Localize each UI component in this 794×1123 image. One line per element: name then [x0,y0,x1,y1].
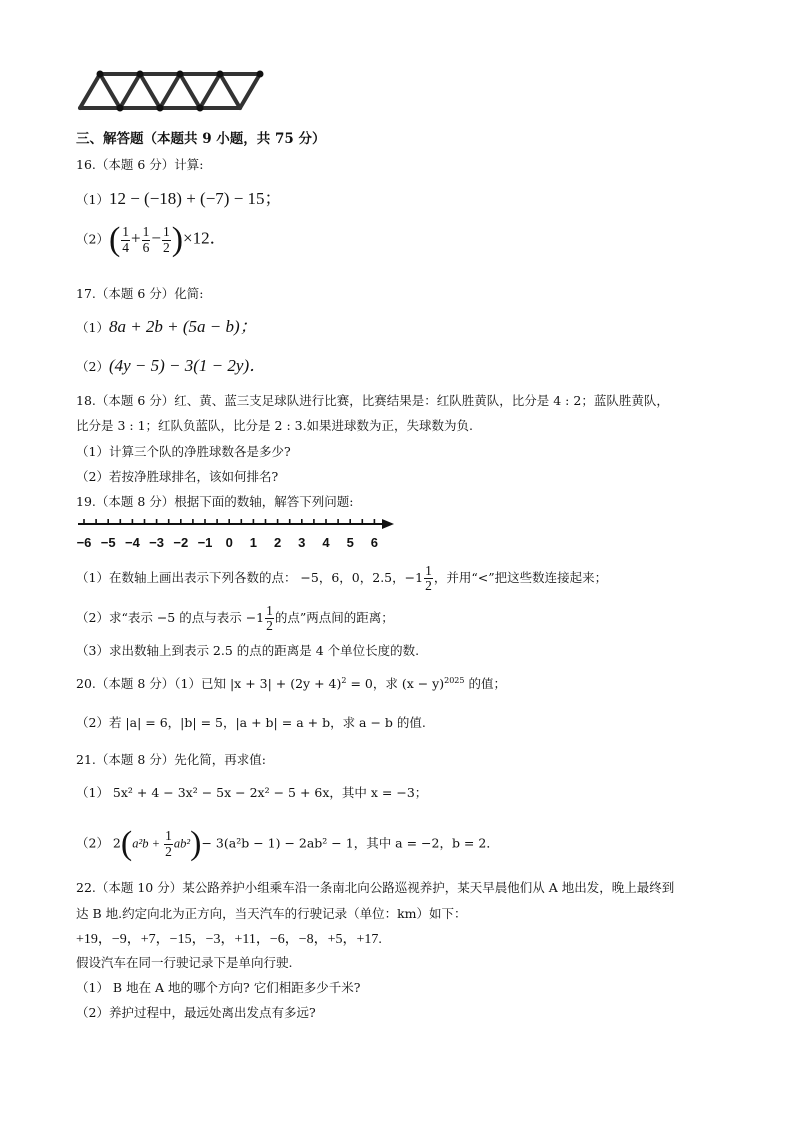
q20-part1: 20.（本题 8 分）（1）已知 $|x + 3| + (2y + 4)^2 = 0$，求 $(x - y)^{2025}$ 的值； [76,675,506,691]
axis-label: 4 [322,535,330,550]
q19-part3: （3）求出数轴上到表示 2.5 的点的距离是 4 个单位长度的数. [76,643,420,658]
axis-label: 5 [346,535,354,550]
q16-frac2: $\frac{1}{6}$ [142,224,150,255]
q19-heading: 19.（本题 8 分）根据下面的数轴，解答下列问题: [76,494,354,509]
axis-label: 1 [249,535,258,550]
q18-line1: 18.（本题 6 分）红、黄、蓝三支足球队进行比赛，比赛结果是：红队胜黄队，比分是 4 : 2；蓝队胜黄队， [76,393,669,408]
axis-label: 3 [298,535,306,550]
q19-part2: （2）求“表示 −5 的点与表示 −1 $\frac{1}{2}$ 的点”两点间的距离； [76,603,394,634]
q19-part1-frac: $\frac{1}{2}$ [425,563,432,594]
q16-part2-label: （2） [76,231,109,247]
q21-part2: （2） 2(a²b + $\frac{1}{2}$ ab²)− 3(a²b − 1) − 2ab² − 1，其中 a = −2，b = 2． [76,825,499,862]
q17-part2: （2）(4y − 5) − 3(1 − 2y)． [76,356,267,375]
q16-part2: （2）( $\frac{1}{4}$ + $\frac{1}{6}$ − $\frac{1}{2}$ )×12． [76,221,227,258]
q19-part2-frac: $\frac{1}{2}$ [266,603,273,634]
q20-part2: （2）若 |a| = 6，|b| = 5，|a + b| = a + b，求 a − b 的值. [76,715,426,730]
q22-part2: （2）养护过程中，最远处离出发点有多远? [76,1005,316,1020]
q16-part1-label: （1） [76,192,109,207]
axis-label: −5 [100,535,116,550]
q22-line4: 假设汽车在同一行驶记录下是单向行驶. [76,955,293,970]
q22-line1: 22.（本题 10 分）某公路养护小组乘车沿一条南北向公路巡视养护，某天早晨他们从 A 地出发，晚上最终到 [76,880,675,895]
q16-frac1: $\frac{1}{4}$ [122,224,130,255]
q18-part2: （2）若按净胜球排名，该如何排名? [76,469,279,484]
q17-part1: （1）8a + 2b + (5a − b)； [76,317,257,336]
q21-part2-frac: $\frac{1}{2}$ [165,828,172,859]
axis-label: 2 [273,535,282,550]
q16-part2-tail: ×12． [183,228,227,248]
axis-label: 6 [370,535,379,550]
axis-label: −1 [197,535,213,550]
q22-record: +19，−9，+7，−15，−3，+11，−6，−8，+5，+17. [76,932,382,947]
q18-line2: 比分是 3 : 1；红队负蓝队，比分是 2 : 3.如果进球数为正，失球数为负. [76,418,474,433]
q22-line2: 达 B 地.约定向北为正方向，当天汽车的行驶记录（单位：km）如下： [76,906,467,921]
q21-heading: 21.（本题 8 分）先化简，再求值: [76,752,266,767]
axis-label: −6 [76,535,92,550]
q16-heading: 16.（本题 6 分）计算: [76,157,204,172]
number-line-arrow [382,519,394,529]
q16-frac3: $\frac{1}{2}$ [162,224,170,255]
axis-label: −4 [124,535,140,550]
q19-part1: （1）在数轴上画出表示下列各数的点： −5，6，0，2.5，−1 $\frac{1}{2}$ ，并用“<”把这些数连接起来； [76,563,608,594]
q16-part1-expr: 12 − (−18) + (−7) − 15； [108,189,282,208]
q18-part1: （1）计算三个队的净胜球数各是多少? [76,444,291,459]
q17-part1-expr: 8a + 2b + (5a − b)； [108,317,257,336]
q16-part1 [76,184,282,209]
axis-label: 0 [225,535,233,550]
q21-part1: （1） 5x² + 4 − 3x² − 5x − 2x² − 5 + 6x，其中 x = −3； [76,785,428,800]
axis-label: −3 [149,535,165,550]
number-line [72,514,402,554]
axis-label: −2 [173,535,189,550]
q17-part2-expr: (4y − 5) − 3(1 − 2y)． [108,356,267,375]
q17-heading: 17.（本题 6 分）化简: [76,286,204,301]
q22-part1: （1） B 地在 A 地的哪个方向? 它们相距多少千米? [76,980,361,995]
section-title: 三、解答题（本题共 9 小题，共 75 分） [76,131,326,147]
matchstick-triangles-figure [70,66,270,114]
